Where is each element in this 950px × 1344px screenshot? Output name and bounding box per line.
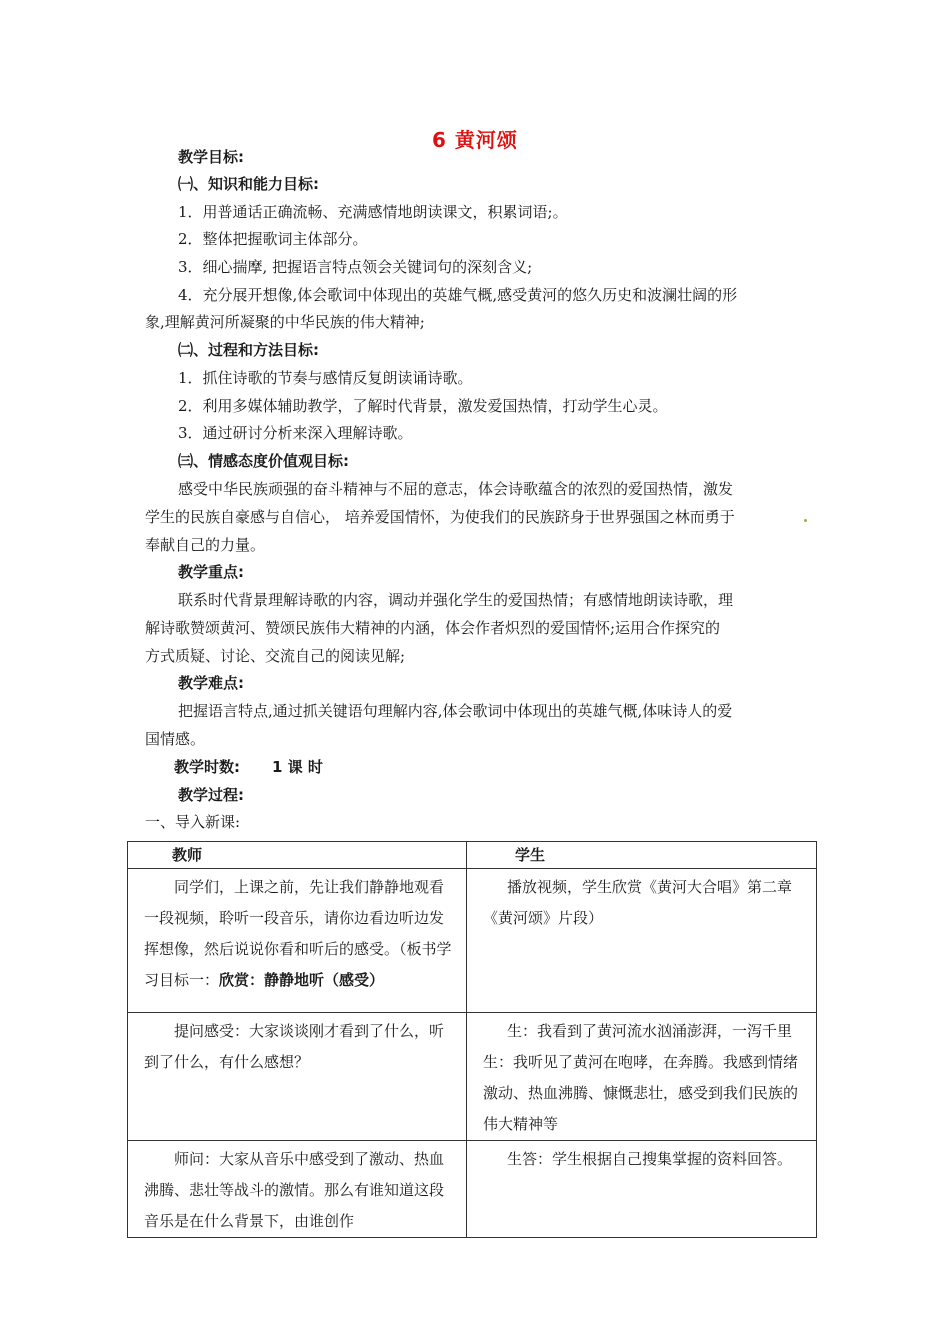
teacher-text: 同学们，上课之前，先让我们静静地观看一段视频，聆听一段音乐，请你边看边听边发挥想像，然后说说你看和听后的感受。（板书学习目标一：	[144, 878, 452, 989]
student-cell	[467, 1013, 817, 1141]
knowledge-item: 4．充分展开想像,体会歌词中体现出的英雄气概,感受黄河的悠久历史和波澜壮阔的形	[178, 286, 738, 304]
knowledge-item: 1．用普通话正确流畅、充满感情地朗读课文，积累词语;。	[178, 203, 568, 221]
teacher-text: 提问感受：大家谈谈刚才看到了什么，听到了什么，有什么感想？	[144, 1022, 445, 1071]
student-cell	[467, 869, 817, 1013]
emotion-line: 感受中华民族顽强的奋斗精神与不屈的意志，体会诗歌蕴含的浓烈的爱国热情，激发	[178, 480, 734, 498]
difficulties-line: 把握语言特点,通过抓关键语句理解内容,体会歌词中体现出的英雄气概,体味诗人的爱	[178, 702, 733, 720]
hours-label: 教学时数:	[174, 758, 240, 776]
process-item: 3．通过研讨分析来深入理解诗歌。	[178, 424, 413, 442]
knowledge-heading: ㈠、知识和能力目标:	[178, 175, 319, 193]
key-points-line: 联系时代背景理解诗歌的内容，调动并强化学生的爱国热情；有感情地朗读诗歌，理	[178, 591, 734, 609]
difficulties-heading: 教学难点:	[178, 674, 244, 692]
table-row	[128, 1141, 817, 1238]
objectives-heading: 教学目标:	[178, 148, 244, 166]
process-item: 2．利用多媒体辅助教学，了解时代背景，激发爱国热情，打动学生心灵。	[178, 397, 668, 415]
column-header-teacher: 教师	[128, 842, 467, 869]
knowledge-item: 象,理解黄河所凝聚的中华民族的伟大精神;	[145, 313, 425, 331]
teacher-emphasis: 欣赏：静静地听（感受）	[219, 971, 385, 989]
decorative-dot	[804, 519, 807, 522]
process-heading: ㈡、过程和方法目标:	[178, 341, 319, 359]
emotion-line: 学生的民族自豪感与自信心， 培养爱国情怀，为使我们的民族跻身于世界强国之林而勇于	[145, 508, 735, 526]
student-cell	[467, 1141, 817, 1238]
teacher-cell	[128, 869, 467, 1013]
table-row	[128, 1013, 817, 1141]
difficulties-line: 国情感。	[145, 730, 206, 748]
knowledge-item: 3．细心揣摩, 把握语言特点领会关键词句的深刻含义;	[178, 258, 533, 276]
student-text: 生答：学生根据自己搜集掌握的资料回答。	[507, 1150, 793, 1168]
student-text: 生：我看到了黄河流水汹涌澎湃，一泻千里 生：我听见了黄河在咆哮，在奔腾。我感到情绪激动、热血沸腾、慷慨悲壮，感受到我们民族的伟大精神等	[483, 1022, 799, 1133]
emotion-line: 奉献自己的力量。	[145, 536, 266, 554]
teacher-cell	[128, 1141, 467, 1238]
table-header-row	[128, 842, 817, 869]
lesson-table	[127, 841, 817, 1238]
hours-value: 1 课 时	[272, 758, 323, 776]
section-heading: 一、导入新课:	[145, 813, 241, 831]
teacher-text: 师问：大家从音乐中感受到了激动、热血沸腾、悲壮等战斗的激情。那么有谁知道这段音乐是在什么背景下，由谁创作	[144, 1150, 445, 1230]
key-points-heading: 教学重点:	[178, 563, 244, 581]
key-points-line: 方式质疑、讨论、交流自己的阅读见解;	[145, 647, 406, 665]
process-steps-heading: 教学过程:	[178, 786, 244, 804]
column-header-student: 学生	[467, 842, 817, 869]
emotion-heading: ㈢、情感态度价值观目标:	[178, 452, 349, 470]
table-row	[128, 869, 817, 1013]
process-item: 1．抓住诗歌的节奏与感情反复朗读诵诗歌。	[178, 369, 473, 387]
key-points-line: 解诗歌赞颂黄河、赞颂民族伟大精神的内涵，体会作者炽烈的爱国情怀;运用合作探究的	[145, 619, 721, 637]
student-text: 播放视频，学生欣赏《黄河大合唱》第二章《黄河颂》片段）	[483, 878, 793, 927]
teacher-cell	[128, 1013, 467, 1141]
knowledge-item: 2．整体把握歌词主体部分。	[178, 230, 368, 248]
page-title: 6 黄河颂	[432, 128, 518, 152]
